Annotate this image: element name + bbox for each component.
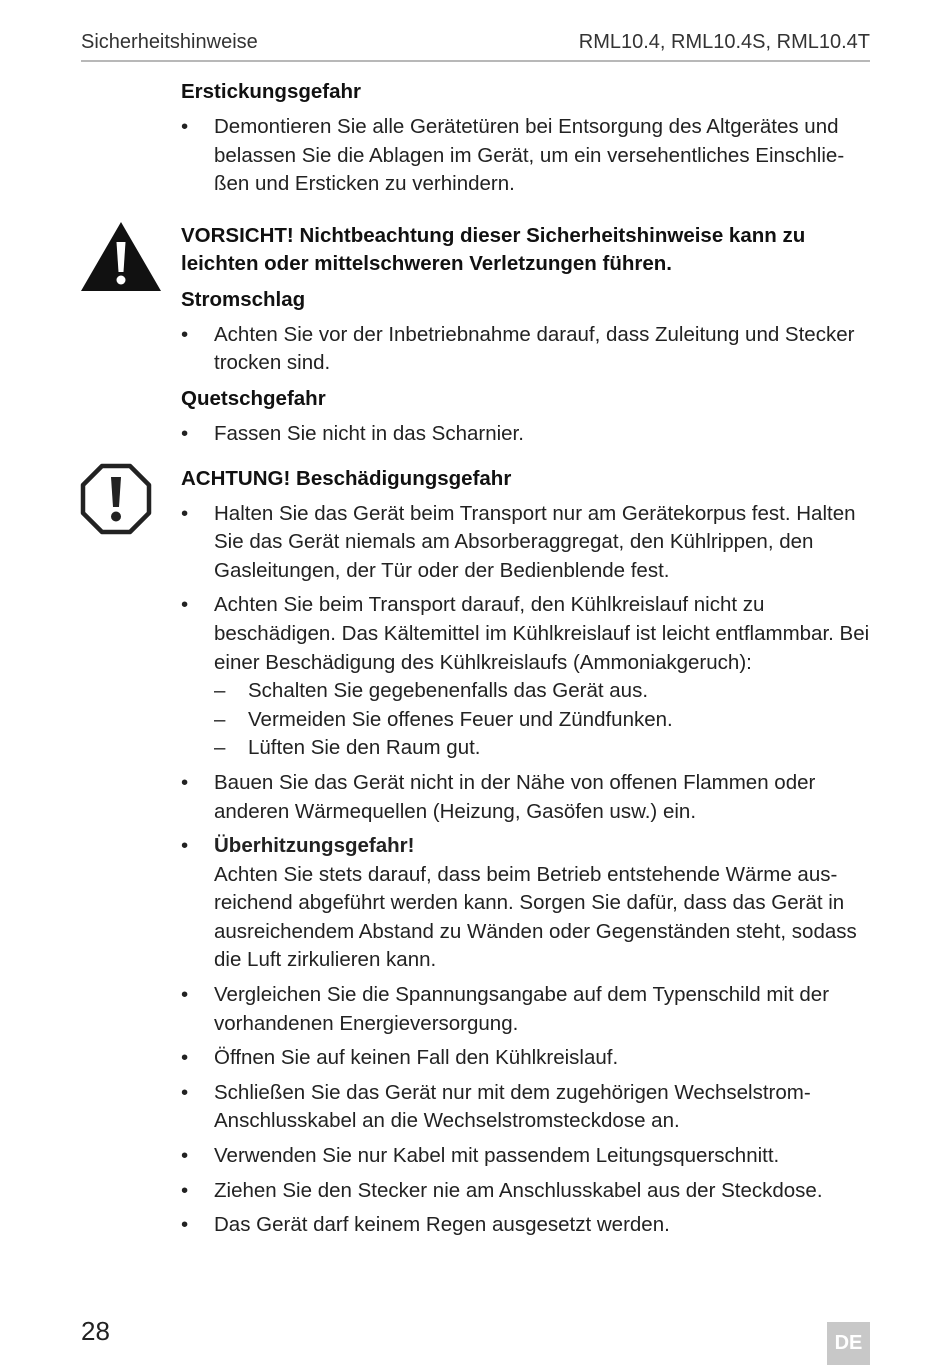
dash-marker: – <box>214 736 226 760</box>
bullet-marker: • <box>181 1213 189 1237</box>
warning-triangle-icon <box>80 220 162 292</box>
heading-electric-shock: Stromschlag <box>181 287 306 311</box>
bullet-marker: • <box>181 593 189 617</box>
list-item-text: Öffnen Sie auf keinen Fall den Kühlkreislauf. <box>214 1046 619 1070</box>
list-item <box>181 1142 871 1171</box>
sub-list-item <box>214 734 871 763</box>
list-damage <box>181 500 871 1240</box>
dash-marker: – <box>214 679 226 703</box>
list-item <box>181 769 871 826</box>
list-item-text: Bauen Sie das Gerät nicht in der Nähe von offenen Flammen oder anderen Wärmequellen (Heizung, Gasöfen usw.) ein. <box>214 770 816 823</box>
page-number: 28 <box>81 1316 110 1346</box>
list-item <box>181 500 871 586</box>
list-item-text: Achten Sie beim Transport darauf, den Kühlkreislauf nicht zu beschädigen. Das Kältemittel im Kühlkreislauf ist leicht entflammbar. Bei einer Beschädigung des Kühlkreislaufs (Ammoniakgeruch): <box>214 593 870 674</box>
sub-list-ammonia <box>214 677 871 763</box>
list-item-text: Schließen Sie das Gerät nur mit dem zugehörigen Wechselstrom-Anschlusskabel an die Wechselstromsteckdose an. <box>214 1080 811 1133</box>
list-item-text: Halten Sie das Gerät beim Transport nur am Gerätekorpus fest. Halten Sie das Gerät niemals am Absorberaggregat, den Kühlrippen, den Gasleitungen, der Tür oder der Bedienblende fest. <box>214 501 856 582</box>
list-electric-shock <box>181 321 871 378</box>
list-item-text: Vergleichen Sie die Spannungsangabe auf dem Typenschild mit der vorhandenen Energieversorgung. <box>214 983 830 1035</box>
list-item <box>181 1044 871 1073</box>
heading-crushing: Quetschgefahr <box>181 386 326 410</box>
sub-list-item-text: Schalten Sie gegebenenfalls das Gerät aus. <box>248 679 649 703</box>
bullet-marker: • <box>181 834 189 858</box>
list-item <box>181 1211 871 1240</box>
bullet-marker: • <box>181 1046 189 1070</box>
list-item-text: Achten Sie stets darauf, dass beim Betrieb entstehende Wärme aus-reichend abgeführt werden kann. Sorgen Sie dafür, dass das Gerät in ausreichendem Abstand zu Wänden oder Gegenständen steht, sodass die Luft zirkulieren kann. <box>214 862 857 972</box>
bullet-marker: • <box>181 1144 189 1168</box>
list-item <box>181 321 871 378</box>
list-item-text: Fassen Sie nicht in das Scharnier. <box>214 421 524 445</box>
heading-damage: ACHTUNG! Beschädigungsgefahr <box>181 466 512 490</box>
bullet-marker: • <box>181 322 189 346</box>
list-item <box>181 1079 871 1136</box>
list-crushing <box>181 420 871 449</box>
overheating-title: Überhitzungsgefahr! <box>214 834 415 858</box>
list-item-text: Ziehen Sie den Stecker nie am Anschlusskabel aus der Steckdose. <box>214 1178 823 1202</box>
notice-octagon-icon <box>80 463 152 535</box>
bullet-marker: • <box>181 983 189 1007</box>
heading-suffocation: Erstickungsgefahr <box>181 80 361 103</box>
header-section-title: Sicherheitshinweise <box>81 31 258 53</box>
bullet-marker: • <box>181 1178 189 1202</box>
list-item <box>181 832 871 975</box>
bullet-marker: • <box>181 421 189 445</box>
list-suffocation <box>181 113 871 199</box>
heading-caution: VORSICHT! Nichtbeachtung dieser Sicherheitshinweise kann zu leichten oder mittelschweren Verletzungen führen. <box>181 223 806 275</box>
sub-list-item-text: Lüften Sie den Raum gut. <box>248 736 481 760</box>
list-item-text: Demontieren Sie alle Gerätetüren bei Entsorgung des Altgerätes und belassen Sie die Ablagen im Gerät, um ein versehentliches Einschlie-ßen und Ersticken zu verhindern. <box>214 115 845 196</box>
bullet-marker: • <box>181 1080 189 1104</box>
list-item-text: Das Gerät darf keinem Regen ausgesetzt werden. <box>214 1213 670 1237</box>
list-item <box>181 591 871 763</box>
bullet-marker: • <box>181 115 189 138</box>
bullet-marker: • <box>181 501 189 525</box>
main-content <box>181 78 871 1240</box>
bullet-marker: • <box>181 770 189 794</box>
list-item <box>181 113 871 199</box>
sub-list-item <box>214 706 871 735</box>
language-badge: DE <box>827 1322 870 1365</box>
page-header <box>81 28 870 62</box>
list-item <box>181 981 871 1038</box>
header-model-names: RML10.4, RML10.4S, RML10.4T <box>578 31 870 53</box>
list-item-text: Achten Sie vor der Inbetriebnahme darauf, dass Zuleitung und Stecker trocken sind. <box>214 322 855 375</box>
sub-list-item <box>214 677 871 706</box>
list-item <box>181 420 871 449</box>
list-item-text: Verwenden Sie nur Kabel mit passendem Leitungsquerschnitt. <box>214 1144 780 1168</box>
dash-marker: – <box>214 707 226 731</box>
sub-list-item-text: Vermeiden Sie offenes Feuer und Zündfunken. <box>248 707 673 731</box>
list-item <box>181 1177 871 1206</box>
